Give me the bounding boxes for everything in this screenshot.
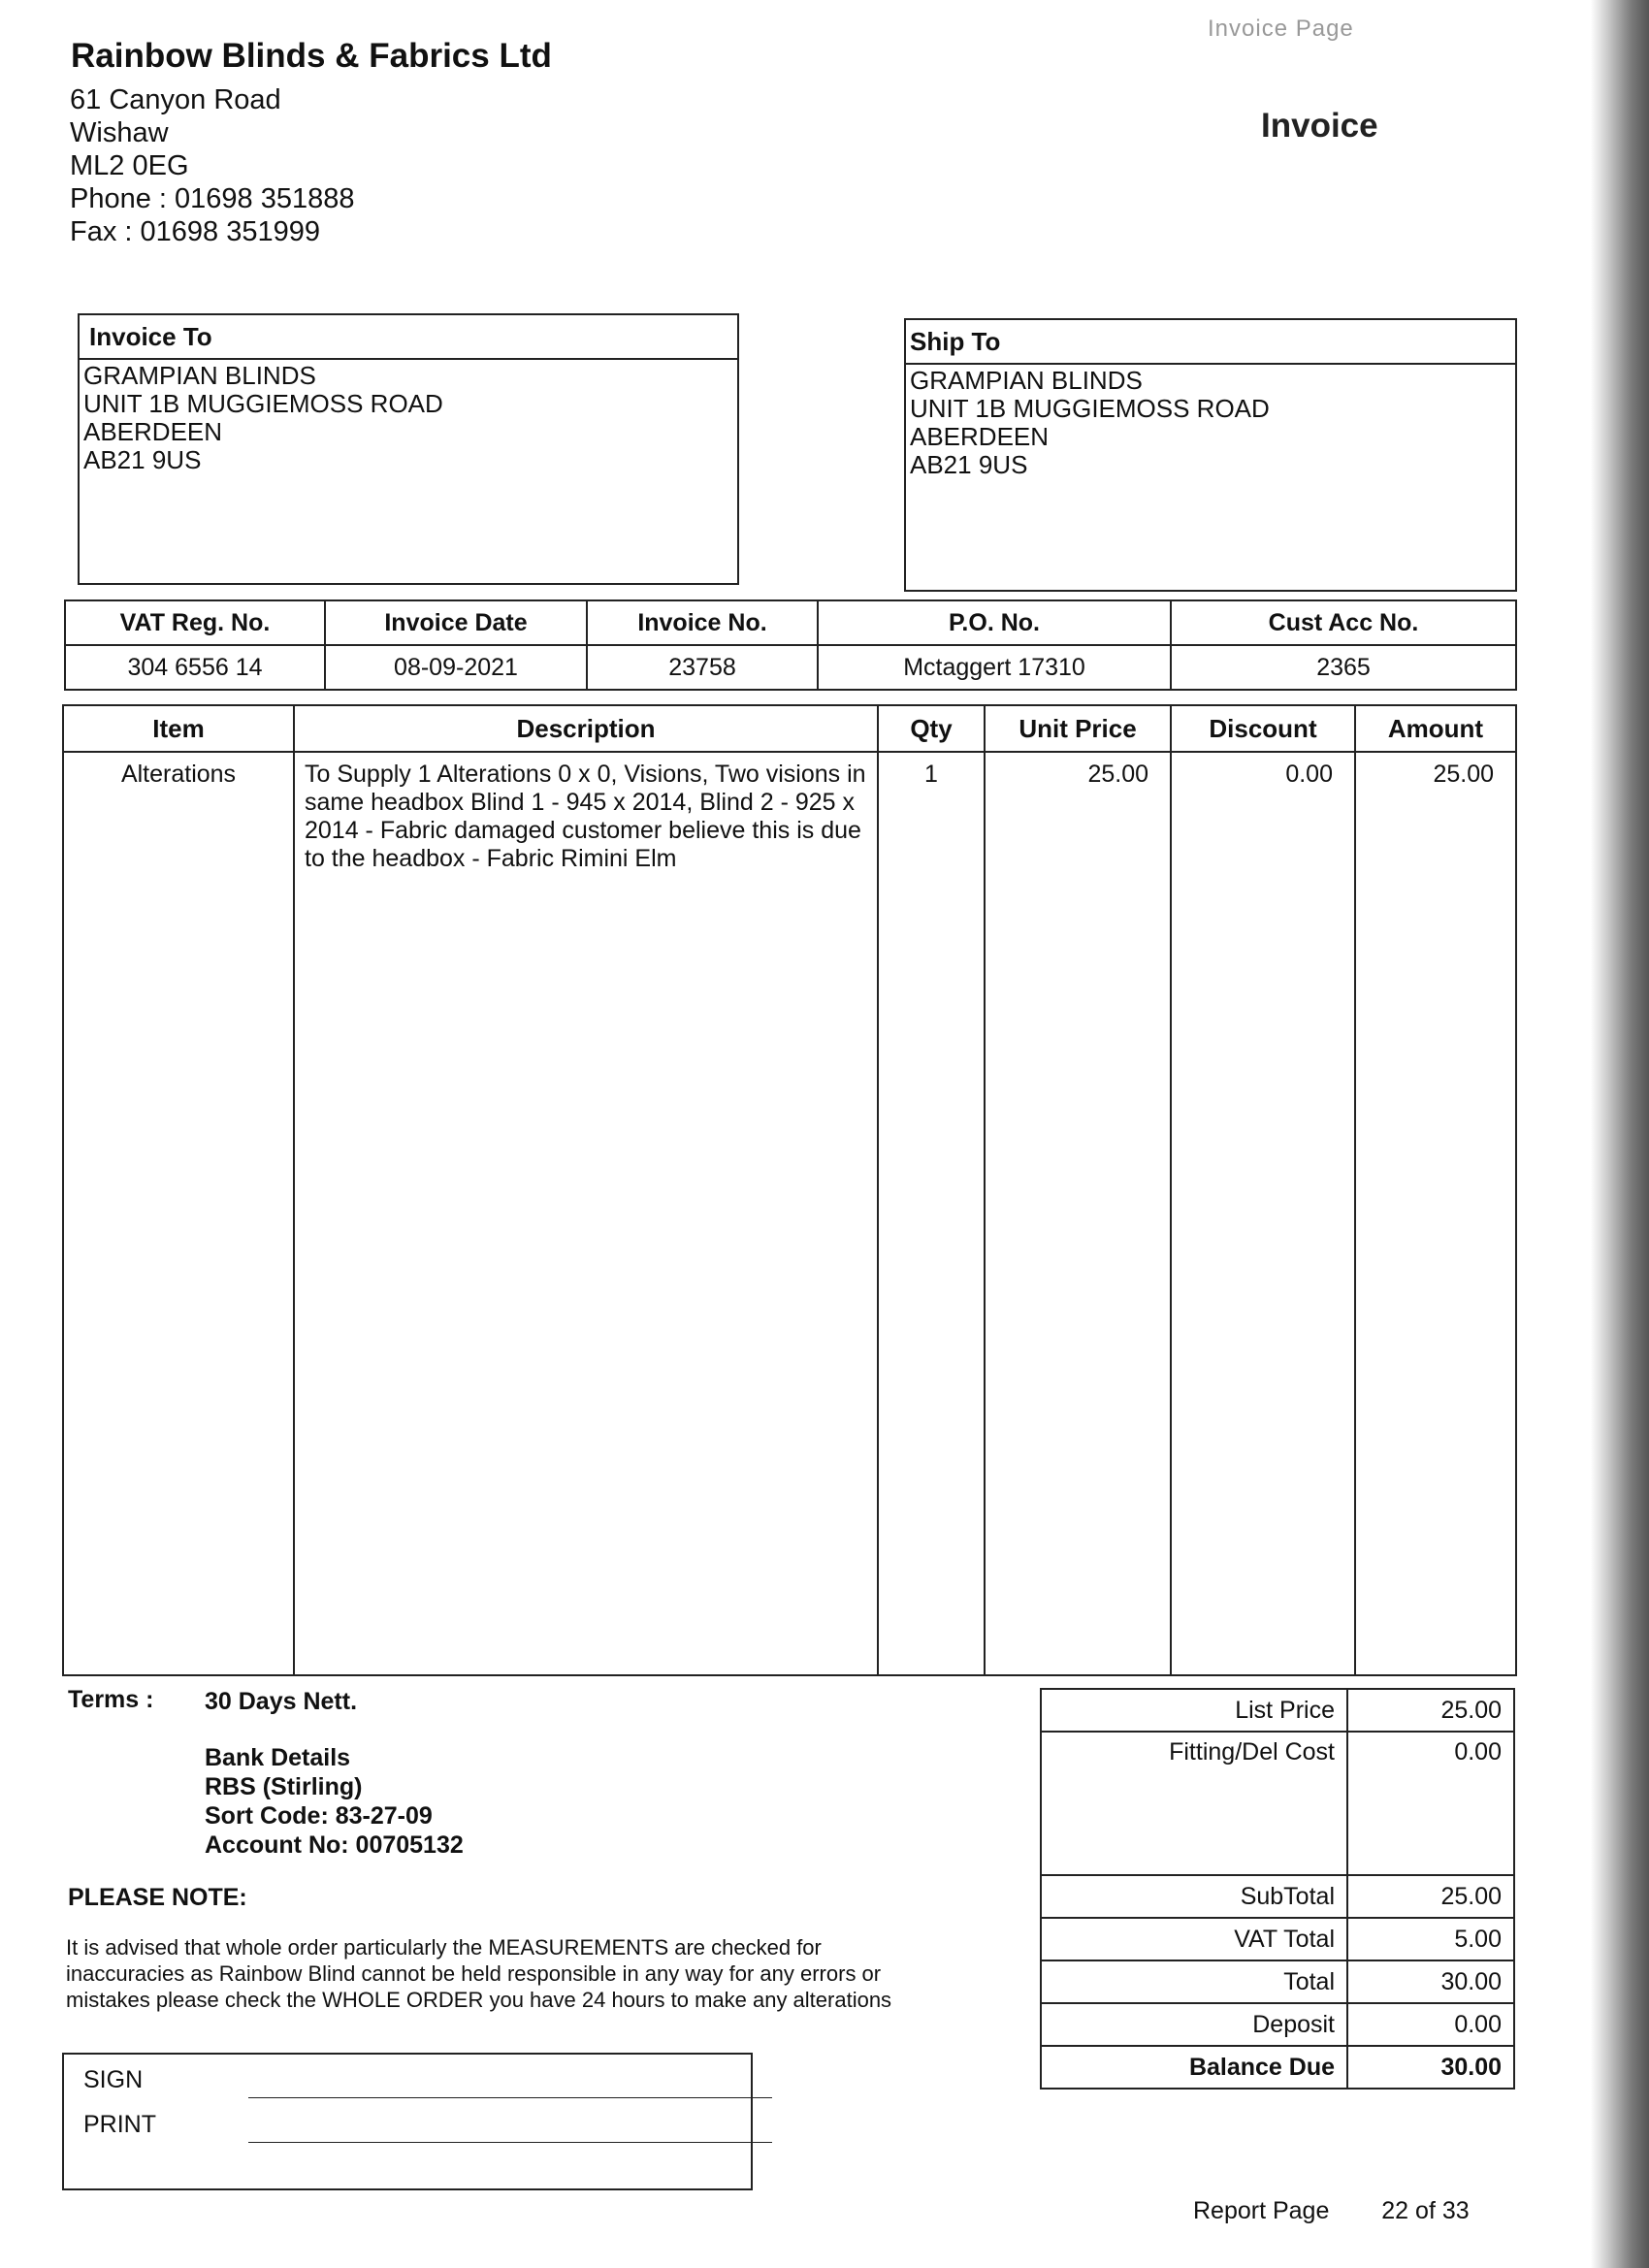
invoice-date-value: 08-09-2021: [325, 645, 587, 690]
address-line: UNIT 1B MUGGIEMOSS ROAD: [910, 394, 1270, 423]
amount-cell: 25.00: [1355, 752, 1516, 1675]
qty-cell: 1: [878, 752, 985, 1675]
line-items-table: [62, 704, 1517, 1676]
signature-box: [62, 2053, 753, 2190]
note-line: It is advised that whole order particularly the MEASUREMENTS are checked for: [66, 1935, 822, 1960]
balance-value: 30.00: [1347, 2046, 1514, 2089]
please-note-text: [66, 1934, 891, 2013]
total-row: [1041, 1960, 1514, 2003]
company-address: [70, 83, 355, 248]
qty-header: Qty: [878, 705, 985, 752]
discount-cell: 0.00: [1171, 752, 1355, 1675]
list-price-value: 25.00: [1347, 1689, 1514, 1732]
report-page-label: Report Page: [1193, 2197, 1330, 2224]
sign-line[interactable]: [248, 2097, 772, 2098]
terms-value: 30 Days Nett.: [205, 1688, 358, 1715]
vat-row: [1041, 1918, 1514, 1960]
report-page-footer: [1193, 2197, 1470, 2225]
po-no-value: Mctaggert 17310: [818, 645, 1171, 690]
total-value: 30.00: [1347, 1960, 1514, 2003]
fitting-value: 0.00: [1347, 1732, 1514, 1875]
fitting-row: [1041, 1732, 1514, 1875]
fitting-label: Fitting/Del Cost: [1041, 1732, 1347, 1875]
address-line: ML2 0EG: [70, 150, 189, 181]
note-line: mistakes please check the WHOLE ORDER you have 24 hours to make any alterations: [66, 1988, 892, 2012]
company-name: Rainbow Blinds & Fabrics Ltd: [71, 37, 552, 75]
invoice-no-header: Invoice No.: [587, 600, 818, 645]
unit-price-header: Unit Price: [985, 705, 1171, 752]
balance-row: [1041, 2046, 1514, 2089]
invoice-to-heading: Invoice To: [80, 315, 737, 360]
print-label: PRINT: [83, 2111, 156, 2138]
report-page-number: 22 of 33: [1381, 2197, 1470, 2224]
address-line: AB21 9US: [910, 450, 1028, 479]
print-line[interactable]: [248, 2142, 772, 2143]
balance-label: Balance Due: [1041, 2046, 1347, 2089]
po-no-header: P.O. No.: [818, 600, 1171, 645]
ship-to-box: [904, 318, 1517, 592]
document-title: Invoice: [1261, 107, 1378, 145]
amount-header: Amount: [1355, 705, 1516, 752]
description-header: Description: [294, 705, 878, 752]
please-note-heading: PLEASE NOTE:: [68, 1884, 247, 1911]
table-row: [63, 752, 1516, 1675]
faded-page-header: Invoice Page: [1208, 16, 1354, 42]
subtotal-row: [1041, 1875, 1514, 1918]
item-header: Item: [63, 705, 294, 752]
invoice-no-value: 23758: [587, 645, 818, 690]
invoice-to-address: [80, 360, 737, 476]
vat-reg-header: VAT Reg. No.: [65, 600, 325, 645]
address-line: GRAMPIAN BLINDS: [83, 361, 316, 390]
sort-code: Sort Code: 83-27-09: [205, 1802, 433, 1830]
address-line: 61 Canyon Road: [70, 84, 281, 115]
cust-acc-header: Cust Acc No.: [1171, 600, 1516, 645]
ship-to-address: [906, 365, 1515, 481]
meta-value-row: [65, 645, 1516, 690]
vat-reg-value: 304 6556 14: [65, 645, 325, 690]
note-line: inaccuracies as Rainbow Blind cannot be held responsible in any way for any errors or: [66, 1961, 882, 1986]
cust-acc-value: 2365: [1171, 645, 1516, 690]
deposit-value: 0.00: [1347, 2003, 1514, 2046]
bank-details-block: [205, 1743, 464, 1860]
address-line: ABERDEEN: [83, 417, 223, 446]
bank-heading: Bank Details: [205, 1744, 351, 1771]
invoice-to-box: [78, 313, 739, 585]
ship-to-heading: Ship To: [906, 320, 1515, 365]
vat-value: 5.00: [1347, 1918, 1514, 1960]
discount-header: Discount: [1171, 705, 1355, 752]
bank-name: RBS (Stirling): [205, 1773, 363, 1800]
address-line: GRAMPIAN BLINDS: [910, 366, 1143, 395]
phone-line: Phone : 01698 351888: [70, 183, 355, 214]
vat-label: VAT Total: [1041, 1918, 1347, 1960]
deposit-row: [1041, 2003, 1514, 2046]
address-line: Wishaw: [70, 117, 169, 148]
deposit-label: Deposit: [1041, 2003, 1347, 2046]
meta-header-row: [65, 600, 1516, 645]
terms-label: Terms :: [68, 1686, 154, 1713]
subtotal-label: SubTotal: [1041, 1875, 1347, 1918]
totals-table: [1040, 1688, 1515, 2090]
subtotal-value: 25.00: [1347, 1875, 1514, 1918]
total-label: Total: [1041, 1960, 1347, 2003]
unit-price-cell: 25.00: [985, 752, 1171, 1675]
account-number: Account No: 00705132: [205, 1831, 464, 1859]
address-line: ABERDEEN: [910, 422, 1050, 451]
fax-line: Fax : 01698 351999: [70, 216, 320, 247]
item-cell: Alterations: [63, 752, 294, 1675]
invoice-date-header: Invoice Date: [325, 600, 587, 645]
scan-edge-shadow: [1591, 0, 1649, 2268]
description-cell: To Supply 1 Alterations 0 x 0, Visions, Two visions in same headbox Blind 1 - 945 x 2014, Blind 2 - 925 x 2014 - Fabric damaged customer believe this is due to the headbox - Fabric Rimini Elm: [294, 752, 878, 1675]
sign-label: SIGN: [83, 2066, 144, 2093]
invoice-meta-table: [64, 599, 1517, 691]
address-line: UNIT 1B MUGGIEMOSS ROAD: [83, 389, 443, 418]
address-line: AB21 9US: [83, 445, 202, 474]
items-header-row: [63, 705, 1516, 752]
list-price-label: List Price: [1041, 1689, 1347, 1732]
list-price-row: [1041, 1689, 1514, 1732]
